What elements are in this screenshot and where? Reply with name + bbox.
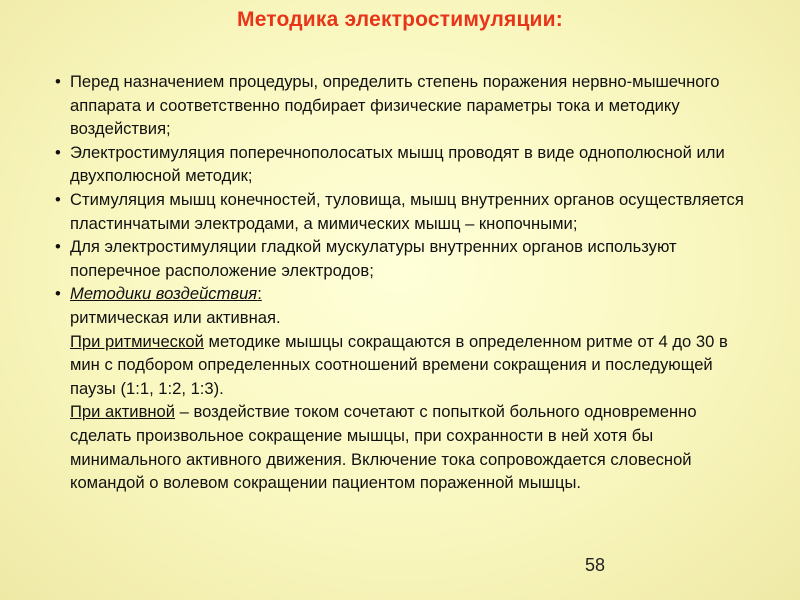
page-number: 58 — [584, 555, 605, 575]
bullet-icon: • — [55, 284, 61, 304]
active-prefix: При активной — [70, 402, 176, 422]
active-paragraph — [50, 400, 750, 494]
rhythmic-paragraph — [50, 330, 750, 401]
bullet-icon: • — [55, 72, 61, 91]
rhythmic-prefix: При ритмической — [70, 331, 204, 351]
list-item-text: Перед назначением процедуры, определить степень поражения нервно-мышечного аппарата и соответственно подбирает физические параметры тока и методику воздействия; — [70, 72, 720, 139]
bullet-icon: • — [55, 189, 61, 209]
methods-heading-suffix: : — [257, 284, 262, 304]
methods-types: ритмическая или активная. — [70, 307, 281, 327]
list-item-text: Стимуляция мышц конечностей, туловища, мышц внутренних органов осуществляется пластинчатыми электродами, а мимических мышц – кнопочными; — [70, 189, 744, 233]
list-item — [50, 188, 750, 235]
slide-content — [50, 70, 750, 495]
list-item-text: Для электростимуляции гладкой мускулатуры внутренних органов используют поперечное расположение электродов; — [70, 237, 677, 280]
list-item-text: Электростимуляция поперечнополосатых мышц проводят в виде однополюсной или двухполюсной методик; — [70, 142, 725, 186]
list-item — [50, 141, 750, 188]
methods-heading: Методики воздействия — [70, 284, 258, 304]
bullet-icon: • — [55, 142, 61, 162]
list-item — [50, 70, 750, 141]
rhythmic-text: методике мышцы сокращаются в определенном ритме от 4 до 30 в мин с подбором определенных соотношений времени сокращения и последующей паузы (1:1, 1:2, 1:3). — [70, 331, 728, 398]
list-item — [50, 235, 750, 282]
bullet-icon: • — [55, 237, 61, 257]
active-text: – воздействие током сочетают с попыткой больного одновременно сделать произвольное сокращение мышцы, при сохранности в ней хотя бы минимального активного движения. Включение тока сопровождается словесной командой о волевом сокращении пациентом пораженной мышцы. — [70, 402, 697, 493]
methods-item — [50, 282, 750, 306]
slide-title: Методика электростимуляции: — [237, 8, 563, 31]
